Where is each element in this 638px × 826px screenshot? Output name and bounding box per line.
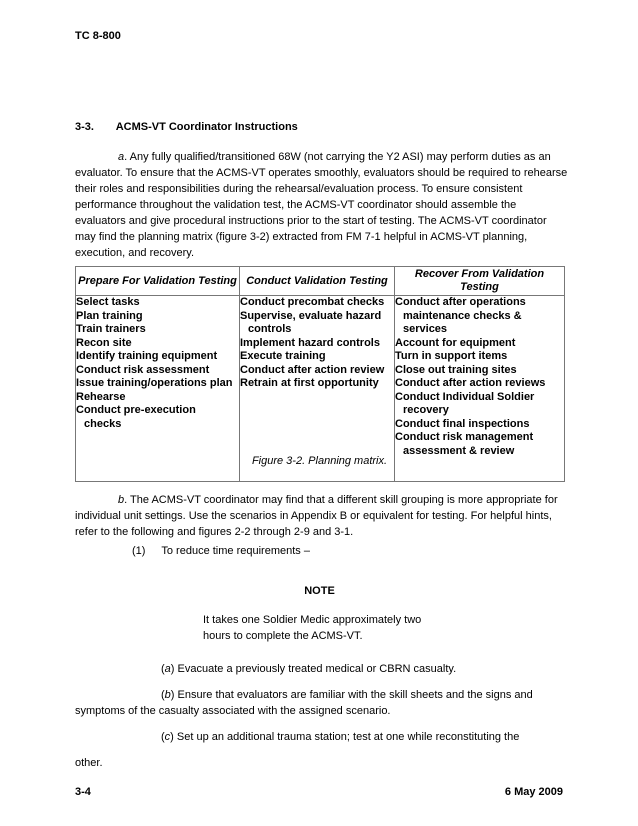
list-item: Account for equipment [395,336,516,349]
figure-caption: Figure 3-2. Planning matrix. [251,455,388,467]
paragraph-a-label: a [118,151,125,163]
matrix-col-conduct [240,296,395,482]
note-line-1: It takes one Soldier Medic approximately two [203,614,422,626]
list-item: checks [84,417,122,430]
item-1-text: To reduce time requirements – [161,545,310,557]
paragraph-a [75,149,570,261]
list-item: Execute training [240,350,326,362]
item-1-number: (1) [132,545,146,557]
planning-matrix [75,266,565,482]
list-item: controls [248,323,292,335]
sub-item-b-line-1: Ensure that evaluators are familiar with the skill sheets and the signs and [177,689,533,701]
matrix-header-recover: Recover From Validation Testing [395,267,565,296]
matrix-body-row [76,296,565,482]
matrix-col-recover [395,296,565,482]
list-item: Identify training equipment [76,350,218,362]
list-item: Select tasks [76,296,140,308]
list-item: Close out training sites [395,363,517,376]
sub-item-c-line-2: other. [75,757,103,769]
list-item: Train trainers [76,323,146,335]
list-item: Implement hazard controls [240,336,380,349]
matrix-col-prepare [76,296,240,482]
list-item: recovery [403,404,449,416]
list-item: Conduct after action reviews [395,377,546,389]
list-item: Conduct risk management [395,431,534,443]
header-doc-id: TC 8-800 [75,30,121,42]
sub-item-a-label: a [164,663,171,675]
paragraph-b [75,492,570,540]
section-heading [75,121,298,133]
list-item: Conduct after operations [395,296,526,308]
list-item: Conduct Individual Soldier [395,390,535,403]
matrix-header-row [76,267,565,296]
sub-item-b-label: b [164,689,171,701]
list-item: Retrain at first opportunity [240,377,379,389]
section-title: ACMS-VT Coordinator Instructions [115,121,298,133]
list-item: services [403,323,448,335]
list-item: Recon site [76,336,132,349]
sub-item-a: (a) Evacuate a previously treated medical or CBRN casualty. [161,663,457,675]
paragraph-a-text: . Any fully qualified/transitioned 68W (not carrying the Y2 ASI) may perform duties as an evaluator. To ensure that the ACMS-VT operates smoothly, evaluators should be required to rehearse their roles and responsibilities during the rehearsal/evaluation process. To ensure consistent performance throughout the validation test, the ACMS-VT coordinator should assemble the evaluators and give procedural instructions prior to the start of testing. The ACMS-VT coordinator may find the planning matrix (figure 3-2) extracted from FM 7-1 helpful in ACMS-VT planning, execution, and recovery. [75,151,568,259]
matrix-header-prepare: Prepare For Validation Testing [76,267,240,296]
matrix-header-conduct: Conduct Validation Testing [240,267,395,296]
sub-item-a-text: Evacuate a previously treated medical or CBRN casualty. [177,663,457,675]
note-line-2: hours to complete the ACMS-VT. [203,630,363,642]
list-item: Conduct after action review [240,363,385,376]
item-1 [132,545,310,557]
list-item: Conduct final inspections [395,417,530,430]
section-number: 3-3. [75,121,94,133]
footer-date: 6 May 2009 [504,786,563,798]
note-title: NOTE [304,585,335,597]
list-item: Supervise, evaluate hazard [240,309,382,322]
list-item: Conduct pre-execution [76,404,196,416]
list-item: maintenance checks & [403,309,522,322]
sub-item-c: (c) Set up an additional trauma station; test at one while reconstituting the [161,731,520,743]
sub-item-b-line-2: symptoms of the casualty associated with the assigned scenario. [75,705,391,717]
list-item: Plan training [76,309,143,322]
list-item: Rehearse [76,390,126,403]
list-item: Conduct risk assessment [76,363,210,376]
list-item: Turn in support items [395,350,508,362]
sub-item-c-line-1: Set up an additional trauma station; test at one while reconstituting the [176,731,520,743]
list-item: Conduct precombat checks [240,296,385,308]
note-body [203,612,421,644]
sub-item-b: (b) Ensure that evaluators are familiar with the skill sheets and the signs and [161,689,533,701]
list-item: Issue training/operations plan [76,377,233,389]
paragraph-b-label: b [118,494,125,506]
sub-item-c-label: c [164,731,171,743]
footer-page-number: 3-4 [75,786,91,798]
list-item: assessment & review [403,444,515,457]
paragraph-b-text: . The ACMS-VT coordinator may find that a different skill grouping is more appropriate for individual unit settings. Use the scenarios in Appendix B or equivalent for testing. For helpful hints, refer to the following and figures 2-2 through 2-9 and 3-1. [75,494,558,538]
